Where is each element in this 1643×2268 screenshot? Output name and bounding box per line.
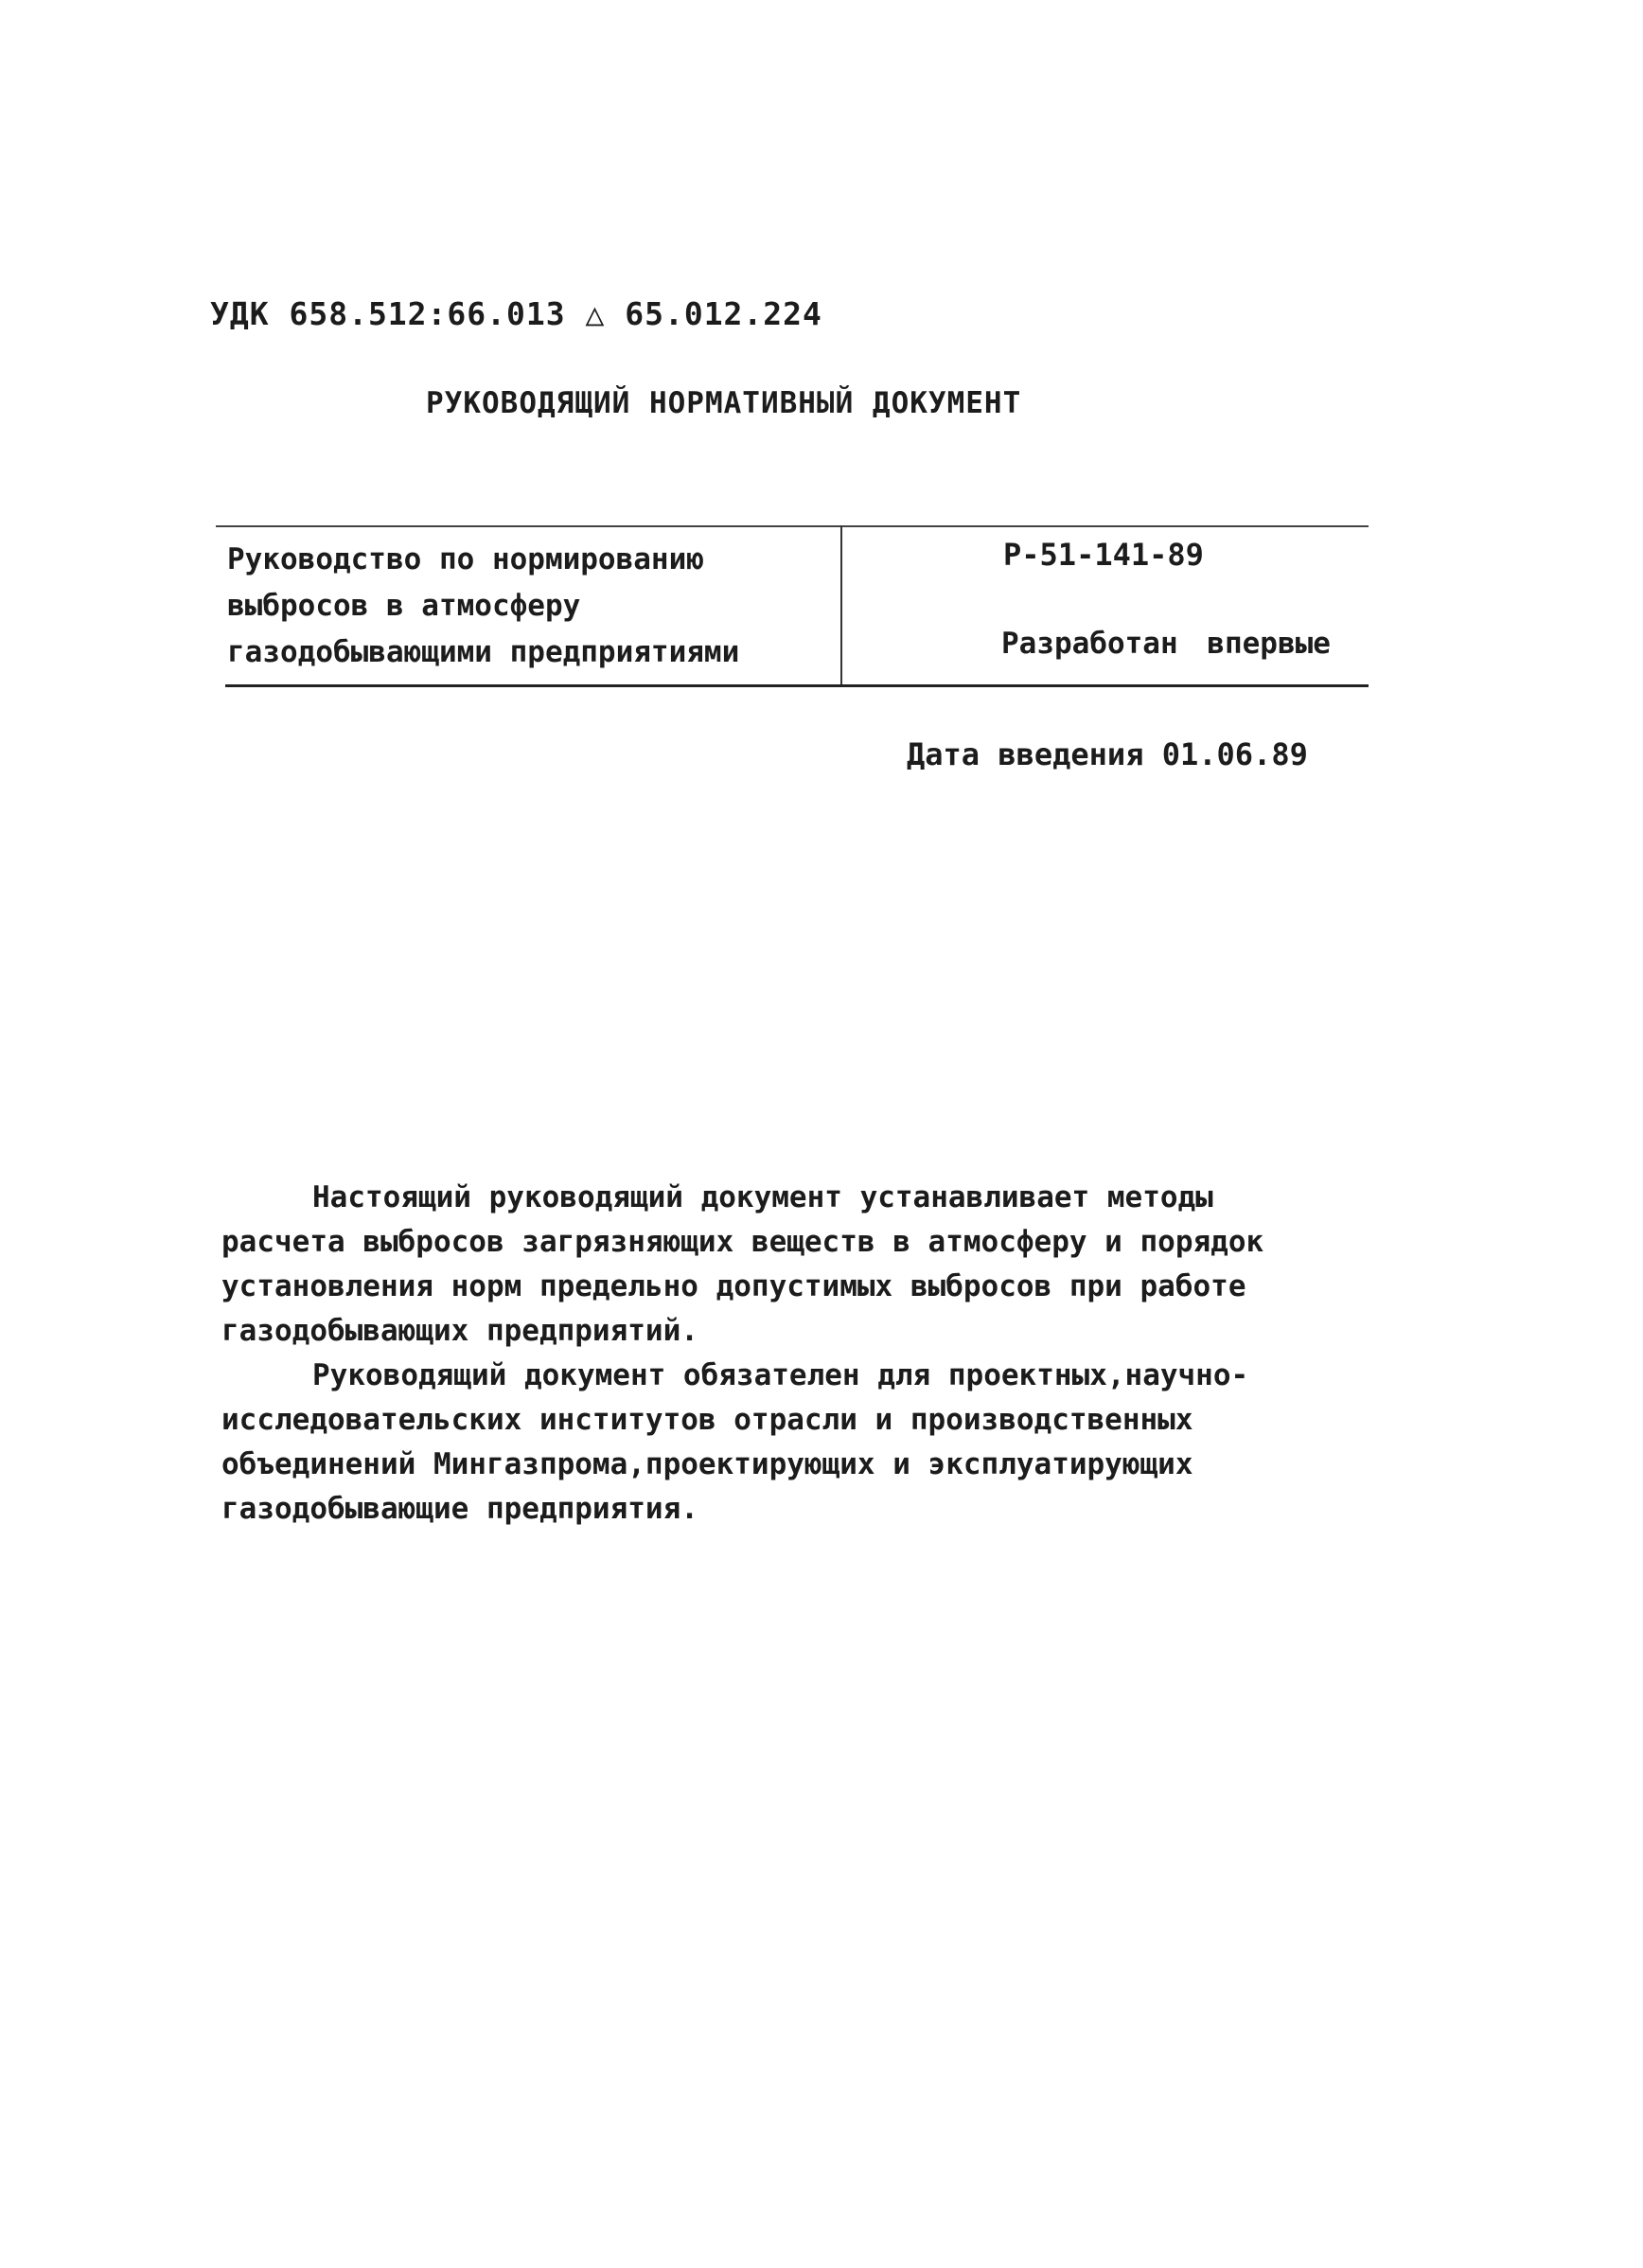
paragraph-line: объединений Мингазпрома,проектирующих и эксплуатирующих [221, 1447, 1193, 1481]
document-title-line: газодобывающими предприятиями [227, 635, 740, 669]
body-text [221, 1176, 1272, 1532]
document-title [227, 537, 833, 676]
header-column-divider [840, 525, 842, 686]
udc-code: УДК 658.512:66.013 △ 65.012.224 [210, 295, 822, 332]
header-bottom-rule [225, 684, 1369, 687]
paragraph-line: Руководящий документ обязателен для проектных,научно- [312, 1358, 1249, 1392]
effective-date: Дата введения 01.06.89 [907, 736, 1308, 772]
header-table [216, 525, 1369, 684]
document-status: Разработан впервые [1001, 627, 1331, 661]
paragraph-line: исследовательских институтов отрасли и производственных [221, 1403, 1193, 1437]
document-code: Р-51-141-89 [1003, 537, 1204, 573]
paragraph-line: расчета выбросов загрязняющих веществ в атмосферу и порядок [221, 1225, 1264, 1259]
document-type-heading: РУКОВОДЯЩИЙ НОРМАТИВНЫЙ ДОКУМЕНТ [426, 386, 1022, 420]
header-top-rule [216, 525, 1369, 527]
document-title-line: Руководство по нормированию [227, 542, 704, 576]
document-title-line: выбросов в атмосферу [227, 589, 581, 623]
paragraph-line: Настоящий руководящий документ устанавливает методы [312, 1180, 1213, 1214]
paragraph-line: установления норм предельно допустимых выбросов при работе [221, 1269, 1246, 1303]
paragraph-line: газодобывающих предприятий. [221, 1314, 698, 1348]
paragraph-line: газодобывающие предприятия. [221, 1492, 698, 1526]
